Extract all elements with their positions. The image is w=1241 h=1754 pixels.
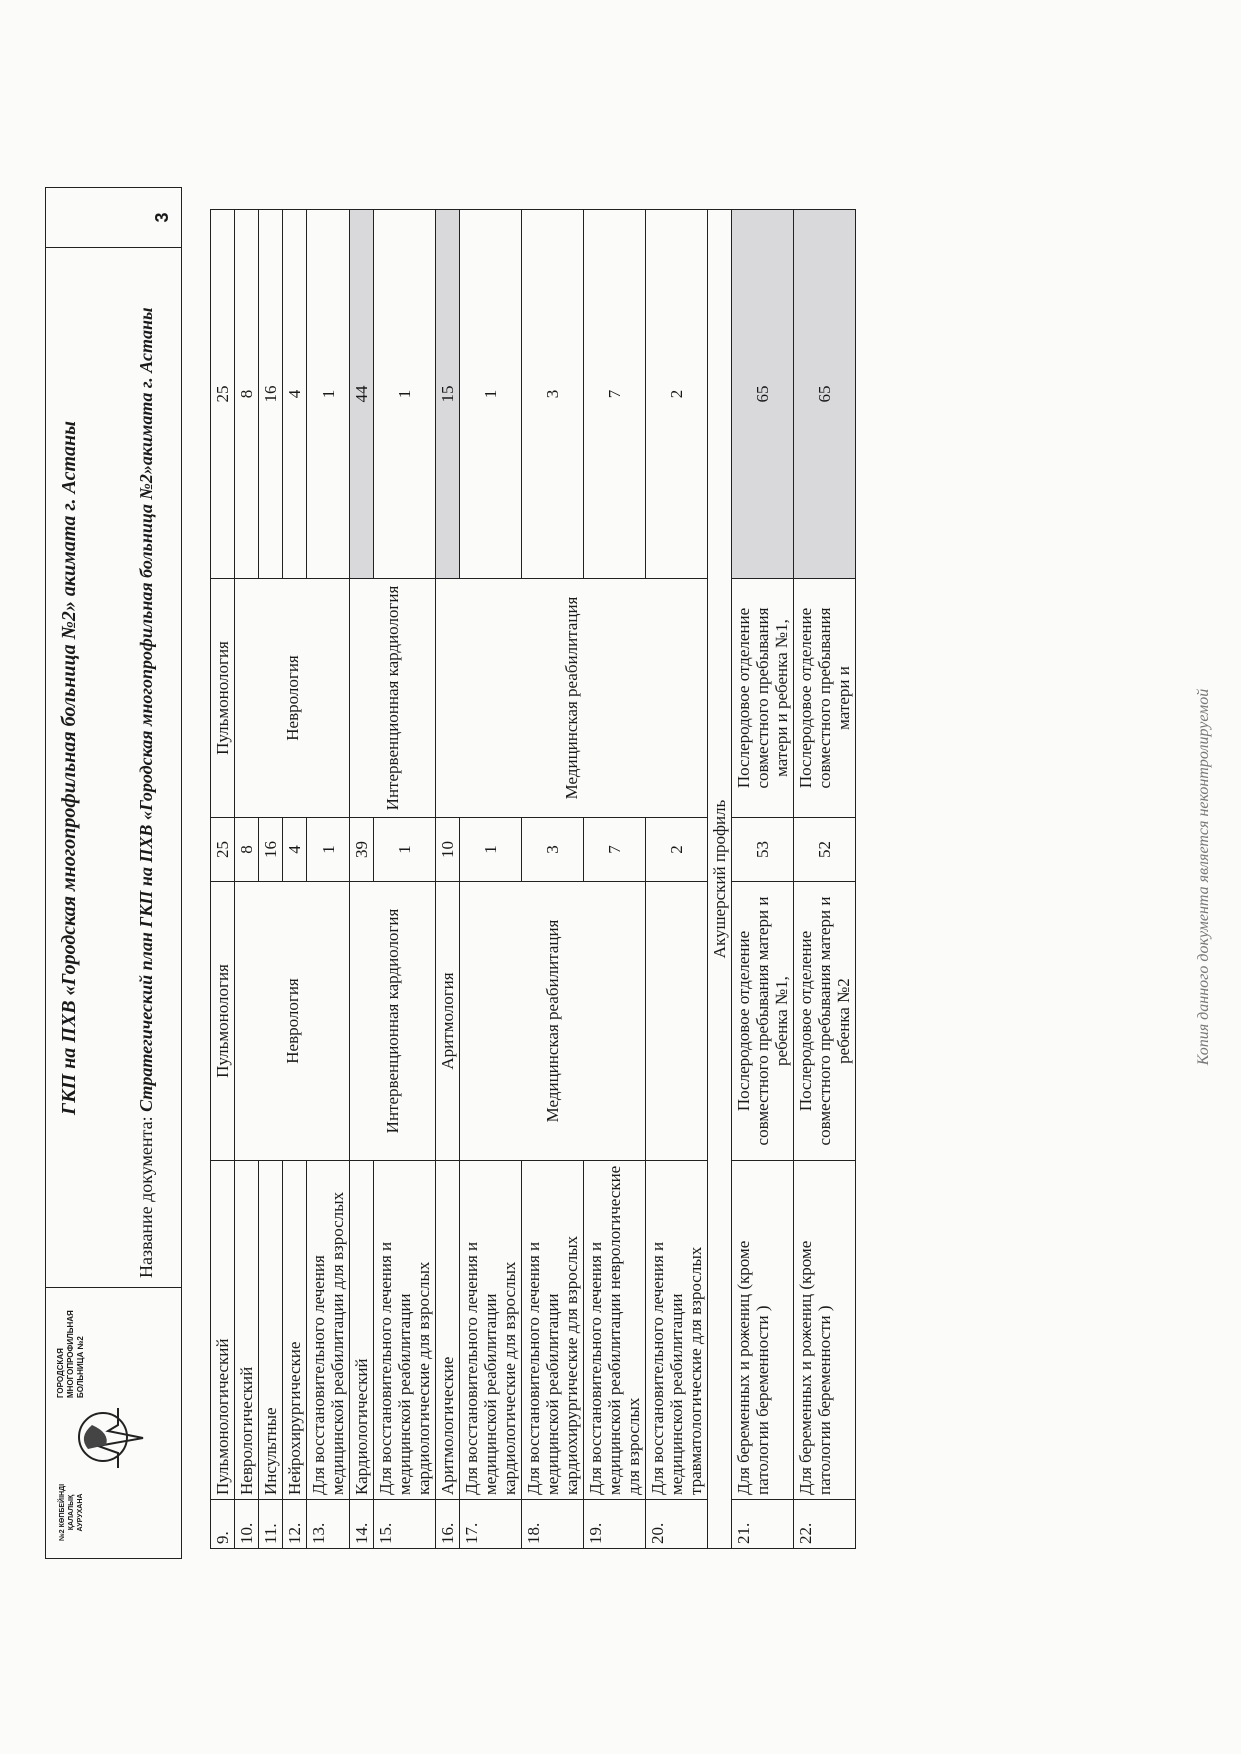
document-name-line xyxy=(136,258,157,1278)
logo-text-kz: №2 КӨПБЕЙІНДІ ҚАЛАЛЫҚ АУРУХАНА xyxy=(59,1483,84,1542)
section-title: Акушерский профиль xyxy=(708,210,732,1549)
row-number: 20. xyxy=(646,1500,708,1549)
section-row xyxy=(708,210,732,1549)
department-name: Для восстановительного лечения медицинской реабилитации для взрослых xyxy=(307,1161,350,1500)
beds-count-plan: 4 xyxy=(283,210,307,579)
beds-count: 1 xyxy=(374,818,436,882)
header-title: ГКП на ПХВ «Городская многопрофильная больница №2» акимата г. Астаны xyxy=(58,421,80,1115)
beds-count-plan: 2 xyxy=(646,210,708,579)
table-row xyxy=(436,210,460,1549)
beds-count: 53 xyxy=(732,818,794,882)
row-number: 14. xyxy=(350,1500,374,1549)
row-number: 9. xyxy=(211,1500,235,1549)
department-name: Нейрохирургические xyxy=(283,1161,307,1500)
beds-count-plan: 65 xyxy=(794,210,856,579)
row-number: 16. xyxy=(436,1500,460,1549)
document-name: Стратегический план ГКП на ПХВ «Городская многопрофильная больница №2»акимата г. Астаны xyxy=(136,307,156,1112)
table-row xyxy=(584,210,646,1549)
beds-count: 3 xyxy=(522,818,584,882)
table-row xyxy=(374,210,436,1549)
profile-cell: Аритмология xyxy=(436,882,460,1161)
beds-count: 39 xyxy=(350,818,374,882)
beds-count-plan: 1 xyxy=(460,210,522,579)
profile-cell-plan: Неврология xyxy=(235,579,350,818)
department-name: Для восстановительного лечения и медицинской реабилитации кардиологические для взрослых xyxy=(460,1161,522,1500)
table-row xyxy=(732,210,794,1549)
table-row xyxy=(235,210,259,1549)
beds-count: 7 xyxy=(584,818,646,882)
table-row xyxy=(460,210,522,1549)
logo-emblem-icon xyxy=(58,1403,168,1473)
beds-count: 1 xyxy=(460,818,522,882)
profile-cell: Пульмонология xyxy=(211,882,235,1161)
department-name: Пульмонологический xyxy=(211,1161,235,1500)
row-number: 13. xyxy=(307,1500,350,1549)
row-number: 21. xyxy=(732,1500,794,1549)
row-number: 11. xyxy=(259,1500,283,1549)
beds-count: 8 xyxy=(235,818,259,882)
profile-cell-plan: Послеродовое отделение совместного пребывания матери и ребенка №1, xyxy=(732,579,794,818)
page-number: 3 xyxy=(46,188,181,248)
department-name: Для восстановительного лечения и медицинской реабилитации кардиохирургические для взрослых xyxy=(522,1161,584,1500)
table-row xyxy=(211,210,235,1549)
row-number: 10. xyxy=(235,1500,259,1549)
beds-count-plan: 65 xyxy=(732,210,794,579)
document-name-label: Название документа: xyxy=(136,1116,156,1278)
beds-count: 10 xyxy=(436,818,460,882)
profile-cell-plan: Медицинская реабилитация xyxy=(436,579,708,818)
department-name: Неврологический xyxy=(235,1161,259,1500)
department-name: Для беременных и рожениц (кроме патологии беременности ) xyxy=(794,1161,856,1500)
table-row xyxy=(283,210,307,1549)
hospital-logo xyxy=(46,1287,181,1558)
beds-count: 4 xyxy=(283,818,307,882)
footer-note: Копия данного документа является неконтролируемой xyxy=(1195,688,1212,1066)
table-row xyxy=(522,210,584,1549)
beds-count: 25 xyxy=(211,818,235,882)
beds-count-plan: 25 xyxy=(211,210,235,579)
department-name: Кардиологический xyxy=(350,1161,374,1500)
beds-count-plan: 8 xyxy=(235,210,259,579)
profile-cell: Медицинская реабилитация xyxy=(460,882,646,1161)
beds-count: 2 xyxy=(646,818,708,882)
profile-cell-plan: Пульмонология xyxy=(211,579,235,818)
department-name: Для восстановительного лечения и медицинской реабилитации неврологические для взрослых xyxy=(584,1161,646,1500)
row-number: 15. xyxy=(374,1500,436,1549)
beds-count: 1 xyxy=(307,818,350,882)
profile-cell: Послеродовое отделение совместного пребывания матери и ребенка №2 xyxy=(794,882,856,1161)
beds-count-plan: 1 xyxy=(307,210,350,579)
table-row xyxy=(307,210,350,1549)
department-name: Инсультные xyxy=(259,1161,283,1500)
row-number: 22. xyxy=(794,1500,856,1549)
profile-cell: Неврология xyxy=(235,882,350,1161)
beds-count-plan: 16 xyxy=(259,210,283,579)
beds-count-plan: 1 xyxy=(374,210,436,579)
beds-count-plan: 15 xyxy=(436,210,460,579)
document-header xyxy=(45,187,182,1559)
logo-text: ГОРОДСКАЯ МНОГОПРОФИЛЬНАЯ БОЛЬНИЦА №2 xyxy=(56,1310,85,1398)
department-name: Для беременных и рожениц (кроме патологии беременности ) xyxy=(732,1161,794,1500)
beds-count-plan: 3 xyxy=(522,210,584,579)
profile-cell-empty xyxy=(646,882,708,1161)
beds-count: 52 xyxy=(794,818,856,882)
table-row xyxy=(794,210,856,1549)
profile-cell: Интервенционная кардиология xyxy=(350,882,436,1161)
department-name: Аритмологические xyxy=(436,1161,460,1500)
beds-count: 16 xyxy=(259,818,283,882)
table-row xyxy=(350,210,374,1549)
profile-cell-plan: Интервенционная кардиология xyxy=(350,579,436,818)
beds-count-plan: 7 xyxy=(584,210,646,579)
table-row xyxy=(646,210,708,1549)
row-number: 19. xyxy=(584,1500,646,1549)
beds-count-plan: 44 xyxy=(350,210,374,579)
profile-cell-plan: Послеродовое отделение совместного пребывания матери и xyxy=(794,579,856,818)
row-number: 12. xyxy=(283,1500,307,1549)
table-row xyxy=(259,210,283,1549)
department-name: Для восстановительного лечения и медицинской реабилитации кардиологические для взрослых xyxy=(374,1161,436,1500)
row-number: 17. xyxy=(460,1500,522,1549)
row-number: 18. xyxy=(522,1500,584,1549)
profile-cell: Послеродовое отделение совместного пребывания матери и ребенка №1, xyxy=(732,882,794,1161)
beds-table xyxy=(210,209,856,1549)
department-name: Для восстановительного лечения и медицинской реабилитации травматологические для взрослых xyxy=(646,1161,708,1500)
